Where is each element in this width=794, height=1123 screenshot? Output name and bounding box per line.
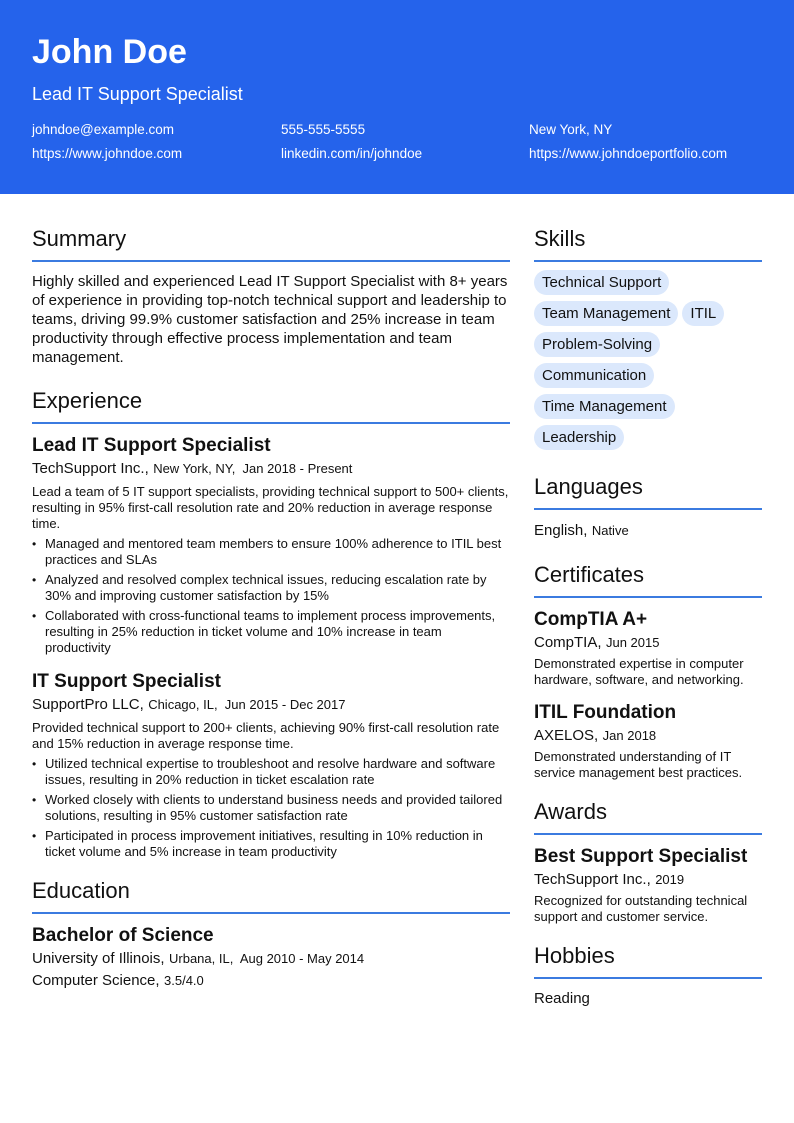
job-entry xyxy=(32,434,510,656)
skill-chip: Communication xyxy=(534,363,654,388)
field-of-study: Computer Science, xyxy=(32,972,160,989)
certificate-name: ITIL Foundation xyxy=(534,702,677,723)
award-year: 2019 xyxy=(655,872,685,887)
job-bullet: • Collaborated with cross-functional teams to implement process improvements, resulting in 25% reduction in ticket volume and 10% increase in team productivity xyxy=(32,608,510,656)
certificate-issuer: AXELOS, xyxy=(534,727,599,744)
job-details: Chicago, IL, Jun 2015 - Dec 2017 xyxy=(148,697,346,712)
language-name: English, xyxy=(534,522,588,539)
certificates-heading: Certificates xyxy=(534,560,762,598)
experience-heading: Experience xyxy=(32,386,510,424)
job-bullet: • Worked closely with clients to understand business needs and provided tailored solutions, resulting in 95% customer satisfaction rate xyxy=(32,792,510,824)
job-company: TechSupport Inc., xyxy=(32,460,149,477)
skill-chip: Leadership xyxy=(534,425,624,450)
certificate-description: Demonstrated understanding of IT service management best practices. xyxy=(534,749,743,780)
contact-portfolio-link[interactable]: https://www.johndoeportfolio.com xyxy=(529,146,728,161)
contact-email[interactable]: johndoe@example.com xyxy=(32,122,175,137)
skill-chip: Team Management xyxy=(534,301,678,326)
job-title: Lead IT Support Specialist xyxy=(32,435,271,456)
skill-chip: Problem-Solving xyxy=(534,332,660,357)
award-name: Best Support Specialist xyxy=(534,846,748,867)
certificate-date: Jan 2018 xyxy=(602,728,657,743)
certificates-section xyxy=(534,560,762,781)
job-bullet: • Utilized technical expertise to troubleshoot and resolve hardware and software issues, resulting in 20% reduction in ticket escalation rate xyxy=(32,756,510,788)
award-description: Recognized for outstanding technical support and customer service. xyxy=(534,893,748,924)
awards-heading: Awards xyxy=(534,797,762,835)
job-description: Provided technical support to 200+ clients, achieving 90% first-call resolution rate and 15% reduction in average response time. xyxy=(32,720,500,751)
skill-chip: Time Management xyxy=(534,394,675,419)
languages-heading: Languages xyxy=(534,472,762,510)
languages-section xyxy=(534,472,762,542)
job-description: Lead a team of 5 IT support specialists, providing technical support to 500+ clients, resulting in 95% first-call resolution rate and 20% reduction in average response time. xyxy=(32,484,509,531)
certificate-description: Demonstrated expertise in computer hardware, software, and networking. xyxy=(534,656,744,687)
certificate-meta xyxy=(534,725,762,747)
awards-section xyxy=(534,797,762,925)
hobbies-section xyxy=(534,941,762,1008)
candidate-title: Lead IT Support Specialist xyxy=(32,84,243,104)
job-details: New York, NY, Jan 2018 - Present xyxy=(153,461,353,476)
job-meta xyxy=(32,458,510,480)
certificate-meta xyxy=(534,632,762,654)
certificate-name: CompTIA A+ xyxy=(534,609,648,630)
candidate-name: John Doe xyxy=(32,33,187,71)
award-issuer: TechSupport Inc., xyxy=(534,871,651,888)
job-bullets xyxy=(32,756,510,860)
field-meta xyxy=(32,970,510,992)
skills-heading: Skills xyxy=(534,224,762,262)
summary-section xyxy=(32,224,510,367)
summary-heading: Summary xyxy=(32,224,510,262)
contact-linkedin-link[interactable]: linkedin.com/in/johndoe xyxy=(281,146,423,161)
contact-location: New York, NY xyxy=(529,122,613,137)
school-name: University of Illinois, xyxy=(32,950,165,967)
job-company: SupportPro LLC, xyxy=(32,696,144,713)
school-details: Urbana, IL, Aug 2010 - May 2014 xyxy=(169,951,365,966)
hobby-item: Reading xyxy=(534,990,590,1007)
education-section xyxy=(32,876,510,992)
job-entry xyxy=(32,670,510,860)
experience-section xyxy=(32,386,510,860)
main-column xyxy=(32,224,510,992)
degree-title: Bachelor of Science xyxy=(32,925,214,946)
certificate-date: Jun 2015 xyxy=(605,635,660,650)
job-bullet: • Participated in process improvement initiatives, resulting in 10% reduction in ticket volume and 5% increase in team productivity xyxy=(32,828,510,860)
language-level: Native xyxy=(591,523,629,538)
summary-text: Highly skilled and experienced Lead IT Support Specialist with 8+ years of experience in providing top-notch technical support and leadership to teams, driving 99.9% customer satisfaction and 25% increase in team productivity through effective process implementation and team management. xyxy=(32,273,508,366)
award-meta xyxy=(534,869,762,891)
resume-header xyxy=(0,0,794,194)
certificate-entry xyxy=(534,608,762,688)
skill-chip: Technical Support xyxy=(534,270,669,295)
job-title: IT Support Specialist xyxy=(32,671,221,692)
hobbies-heading: Hobbies xyxy=(534,941,762,979)
education-meta xyxy=(32,948,510,970)
certificate-issuer: CompTIA, xyxy=(534,634,602,651)
job-meta xyxy=(32,694,510,716)
skill-chip: ITIL xyxy=(682,301,724,326)
gpa: 3.5/4.0 xyxy=(164,973,204,988)
side-column xyxy=(534,224,762,1008)
job-bullet: • Managed and mentored team members to ensure 100% adherence to ITIL best practices and SLAs xyxy=(32,536,510,568)
contact-phone[interactable]: 555-555-5555 xyxy=(281,122,366,137)
contact-website-link[interactable]: https://www.johndoe.com xyxy=(32,146,183,161)
skills-section xyxy=(534,224,762,456)
job-bullets xyxy=(32,536,510,656)
certificate-entry xyxy=(534,701,762,781)
job-bullet: • Analyzed and resolved complex technical issues, reducing escalation rate by 30% and improving customer satisfaction by 15% xyxy=(32,572,510,604)
education-heading: Education xyxy=(32,876,510,914)
language-entry xyxy=(534,520,762,542)
